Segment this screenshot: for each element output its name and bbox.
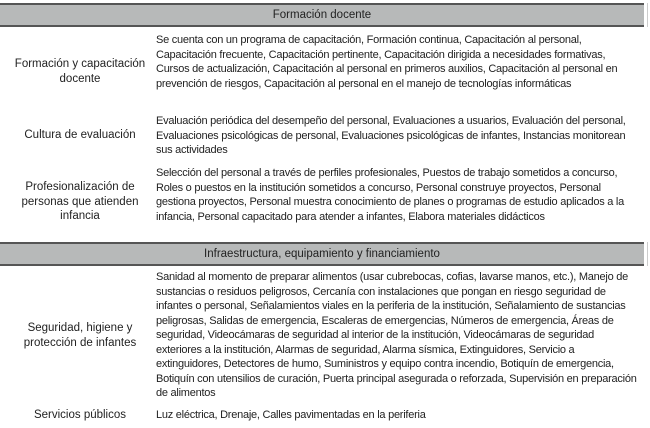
- table-edge-line: [647, 3, 648, 27]
- row-label: Seguridad, higiene y protección de infantes: [23, 322, 137, 349]
- row-label: Servicios públicos: [33, 409, 127, 421]
- table-row: [0, 270, 644, 402]
- row-description: Se cuenta con un programa de capacitación, Formación continua, Capacitación al personal, Capacitación frecuente, Capacitación pertinente, Capacitación dirigida a necesidades formativas, Cursos de actualización, Capacitación al personal en primeros auxilios, Capacitación al personal en prevención de riesgos, Capacitación al personal en el manejo de tecnologías informáticas: [156, 34, 618, 90]
- row-description: Luz eléctrica, Drenaje, Calles pavimentadas en la periferia: [156, 409, 426, 421]
- table-edge-line: [647, 242, 648, 266]
- row-description: Sanidad al momento de preparar alimentos (usar cubrebocas, cofias, lavarse manos, etc.), Manejo de sustancias o residuos peligrosos, Cercanía con instalaciones que pongan en riesgo seguridad de infantes o personal, Señalamientos viales en la periferia de la institución, Señalamiento de sustancias peligrosas, Salidas de emergencia, Escaleras de emergencias, Números de emergencia, Áreas de seguridad, Videocámaras de seguridad al interior de la institución, Videocámaras de seguridad exteriores a la institución, Alarmas de seguridad, Alarma sísmica, Extinguidores, Servicio a extinguidores, Detectores de humo, Suministros y equipo contra incendio, Botiquín de emergencia, Botiquín con utensilios de curación, Puerta principal asegurada o reforzada, Supervisión en preparación de alimentos: [156, 271, 637, 399]
- section-title: Infraestructura, equipamiento y financiamiento: [204, 248, 440, 260]
- section-title: Formación docente: [272, 9, 372, 21]
- row-label: Cultura de evaluación: [24, 129, 136, 141]
- section-header-formacion-docente: [0, 3, 644, 27]
- row-description: Selección del personal a través de perfiles profesionales, Puestos de trabajo sometidos a concurso, Roles o puestos en la institución sometidos a concurso, Personal construye proyectos, Personal gestiona proyectos, Personal muestra conocimiento de planes o programas de estudio aplicados a la infancia, Personal capacitado para atender a infantes, Elabora materiales didácticos: [156, 167, 624, 223]
- table-row: [0, 408, 644, 424]
- section-header-infraestructura: [0, 242, 644, 266]
- table-row: [0, 33, 644, 108]
- table-row: [0, 166, 644, 240]
- row-description: Evaluación periódica del desempeño del personal, Evaluaciones a usuarios, Evaluación del personal, Evaluaciones psicológicas de personal, Evaluaciones psicológicas de infantes, Instancias monitorean sus actividades: [156, 115, 626, 156]
- table-row: [0, 114, 644, 160]
- row-label: Formación y capacitación docente: [14, 58, 146, 85]
- row-label: Profesionalización de personas que atienden infancia: [21, 181, 139, 222]
